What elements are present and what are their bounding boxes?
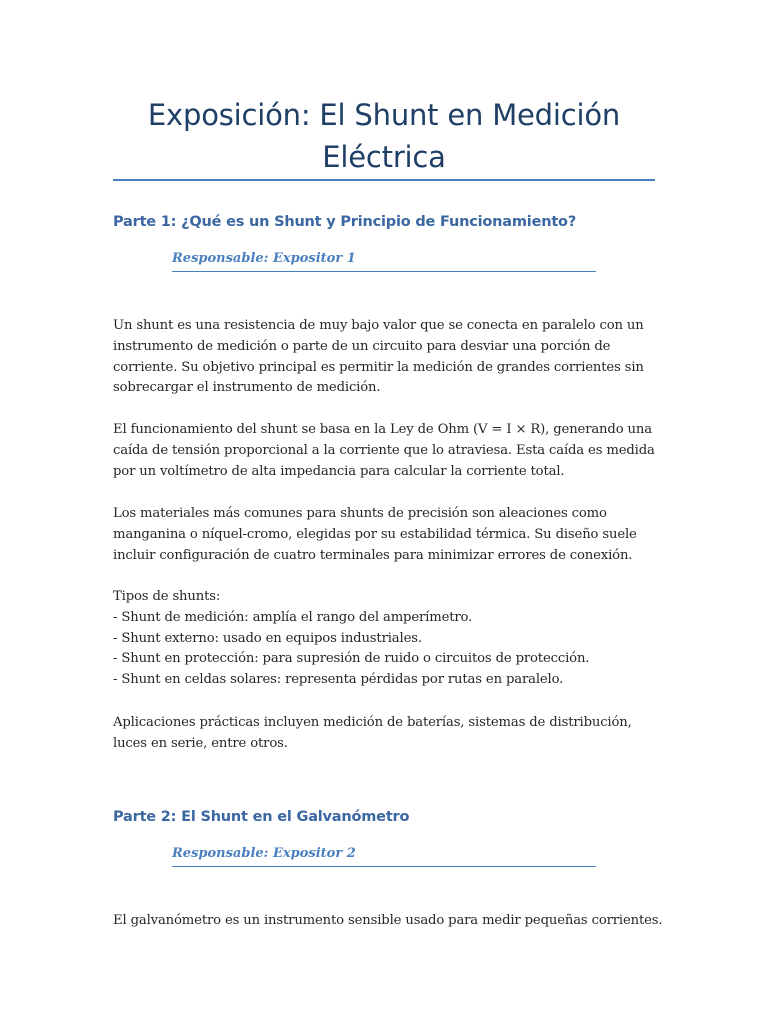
part1-responsible: Responsable: Expositor 1 (172, 251, 596, 272)
list-item: - Shunt de medición: amplía el rango del amperímetro. (113, 609, 473, 625)
title-underline (113, 179, 655, 181)
list-item: - Shunt en celdas solares: representa pérdidas por rutas en paralelo. (113, 672, 564, 688)
shunt-types-title: Tipos de shunts: (113, 589, 221, 604)
part1-heading: Parte 1: ¿Qué es un Shunt y Principio de Funcionamiento? (113, 214, 577, 230)
part1-applications: Aplicaciones prácticas incluyen medición de baterías, sistemas de distribución, luces en serie, entre otros. (113, 715, 632, 751)
part2-responsible: Responsable: Expositor 2 (172, 846, 596, 867)
shunt-types-list (113, 608, 663, 691)
shunt-types-block (113, 587, 663, 691)
document-title: Exposición: El Shunt en Medición Eléctrica (147, 98, 621, 174)
part2-paragraph-1: El galvanómetro es un instrumento sensible usado para medir pequeñas corrientes. (113, 913, 663, 928)
list-item: - Shunt en protección: para supresión de ruido o circuitos de protección. (113, 651, 590, 667)
part2-heading: Parte 2: El Shunt en el Galvanómetro (113, 809, 410, 825)
list-item: - Shunt externo: usado en equipos industriales. (113, 630, 422, 646)
part1-paragraph-1: Un shunt es una resistencia de muy bajo valor que se conecta en paralelo con un instrumento de medición o parte de un circuito para desviar una porción de corriente. Su objetivo principal es permitir la medición de grandes corrientes sin sobrecargar el instrumento de medición. (113, 318, 644, 396)
part1-paragraph-2: El funcionamiento del shunt se basa en la Ley de Ohm (V = I × R), generando una caída de tensión proporcional a la corriente que lo atraviesa. Esta caída es medida por un voltímetro de alta impedancia para calcular la corriente total. (113, 422, 655, 479)
part1-paragraph-3: Los materiales más comunes para shunts de precisión son aleaciones como manganina o níquel-cromo, elegidas por su estabilidad térmica. Su diseño suele incluir configuración de cuatro terminales para minimizar errores de conexión. (113, 506, 637, 563)
